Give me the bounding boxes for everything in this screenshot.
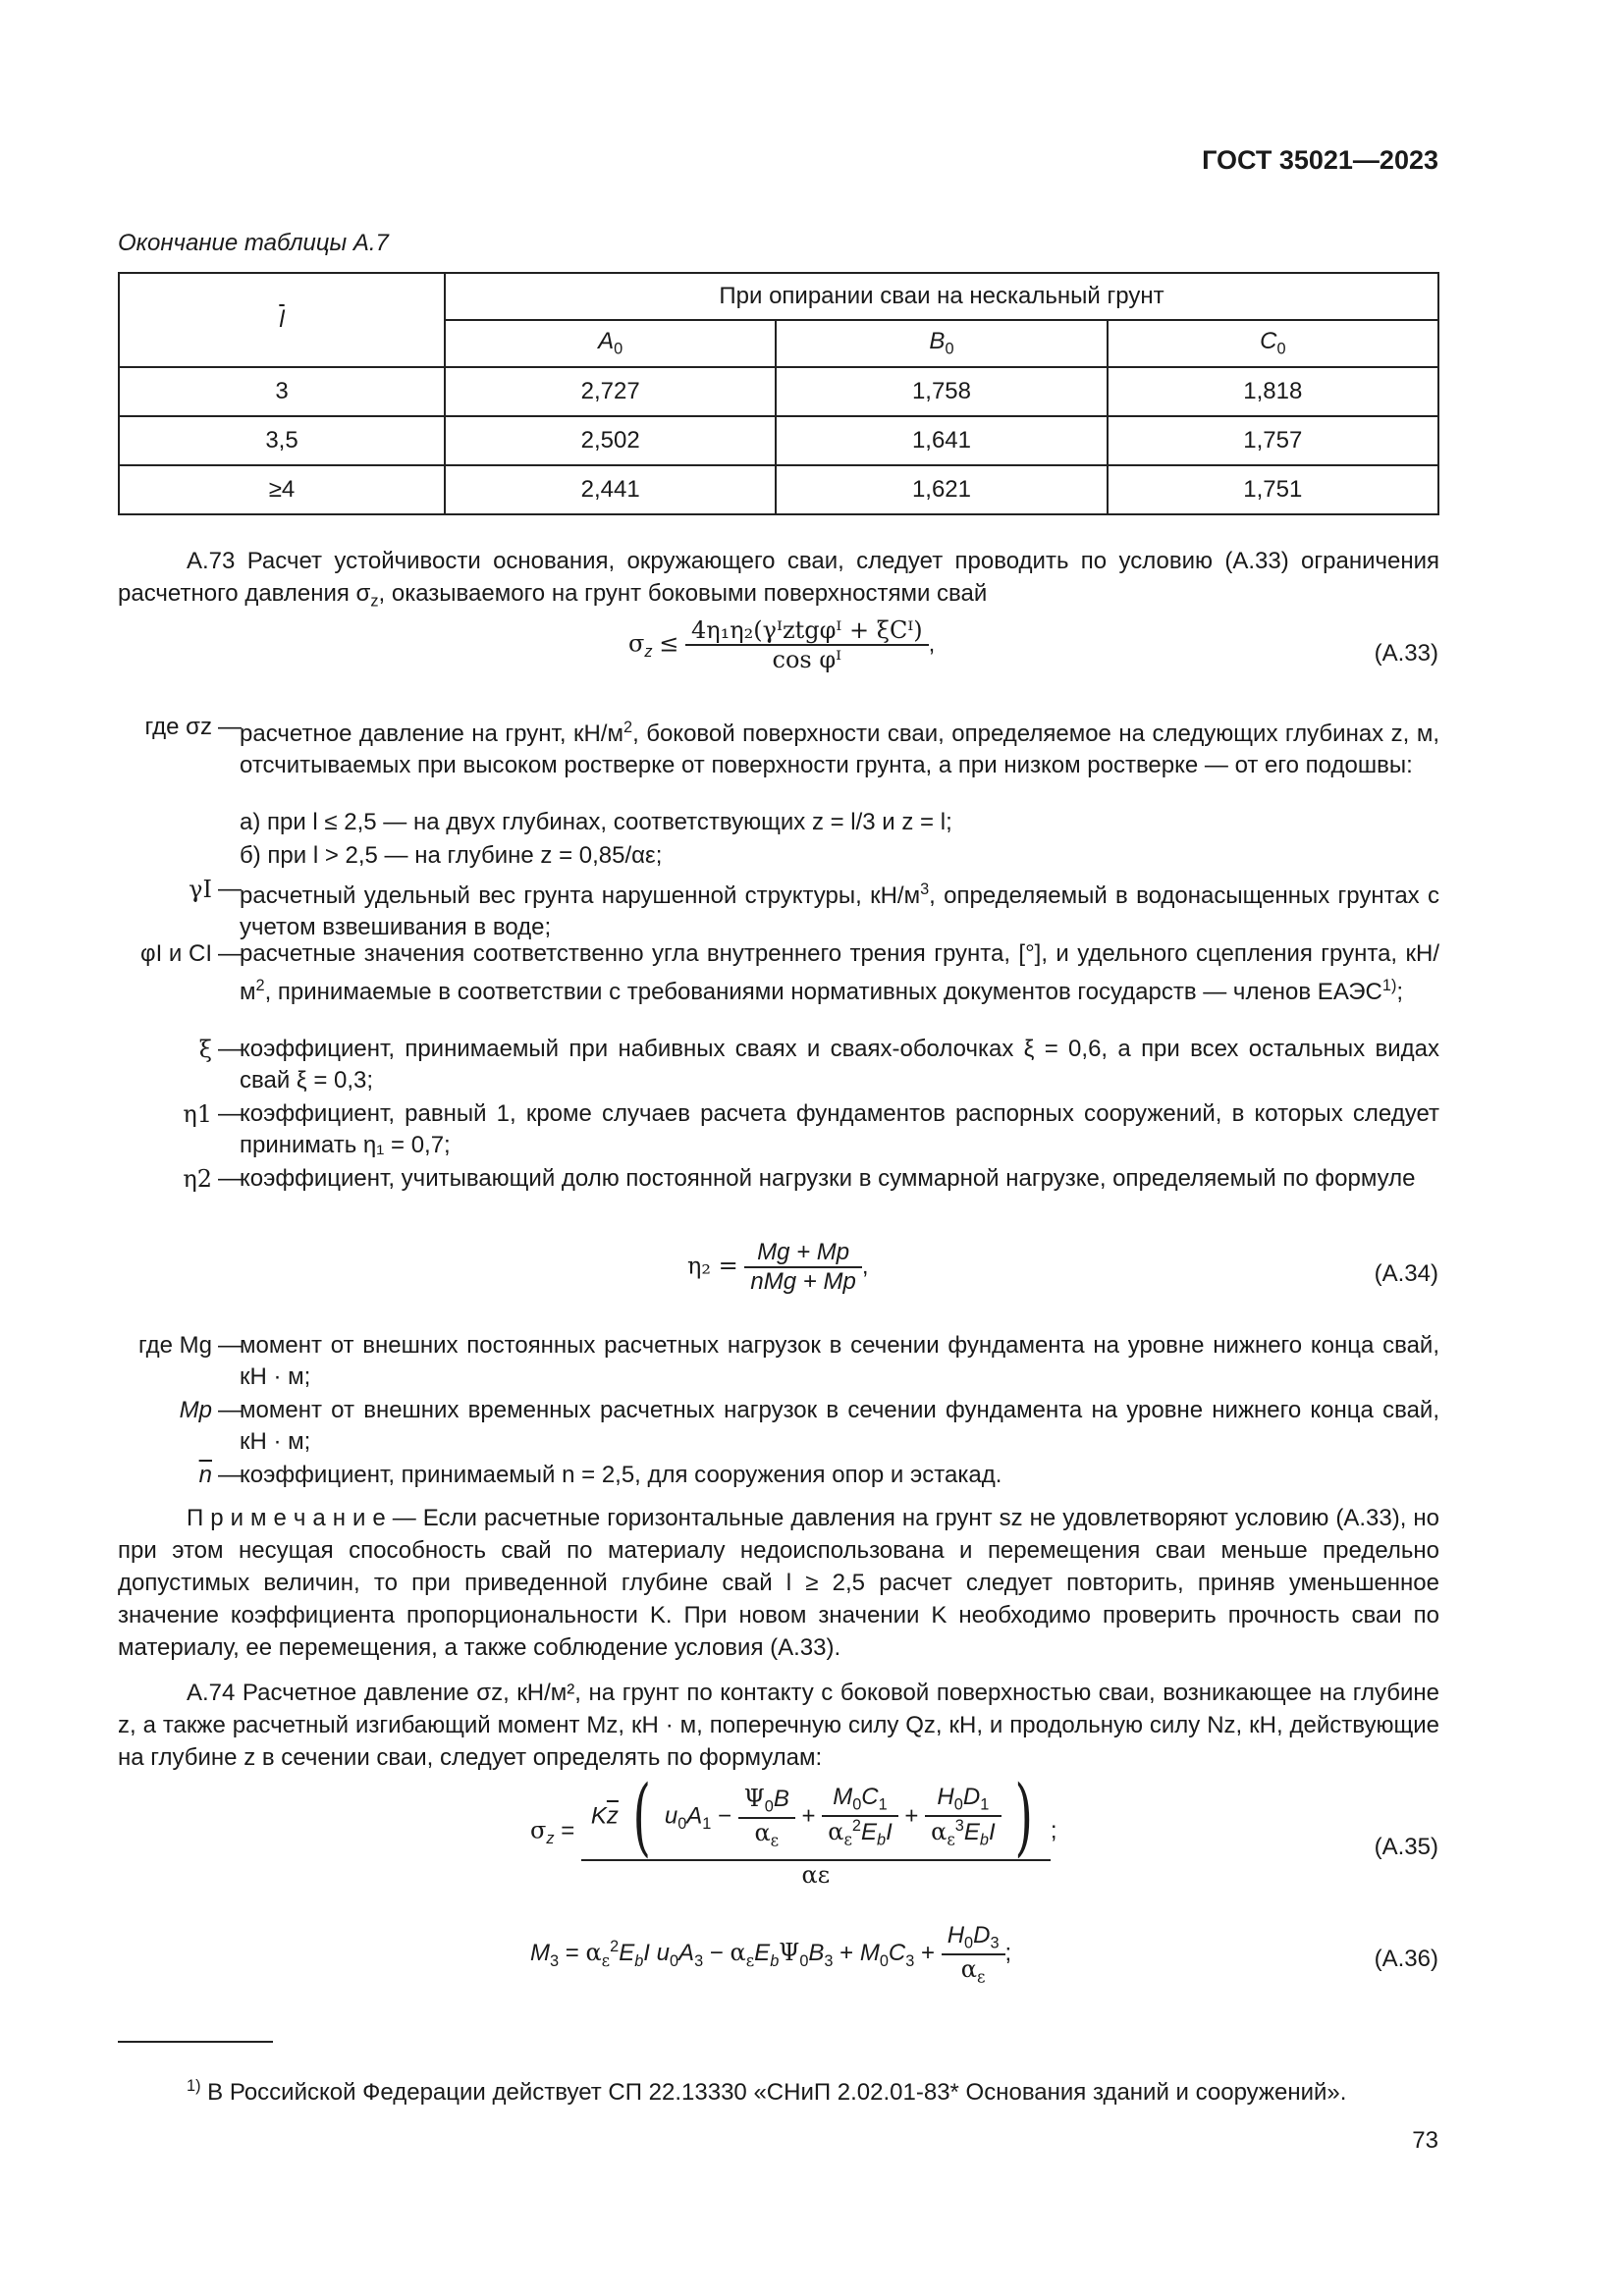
note-paragraph: П р и м е ч а н и е — Если расчетные горизонтальные давления на грунт sz не удовлетворяют условию (А.33), но при этом несущая способность свай по материалу недоиспользована и перемещения сваи меньше предельно допустимых величин, то при приведенной глубине свай l ≥ 2,5 расчет следует повторить, приняв уменьшенное значение коэффициента пропорциональности K. При новом значении K необходимо проверить прочность сваи по материалу, ее перемещения, а также соблюдение условия (А.33). (118, 1505, 1439, 1661)
table-caption: Окончание таблицы А.7 (118, 230, 389, 256)
formula-a35: $\sigma_z$ = $K\overline{z}$ ( $u_0A_1$ − $\frac{\Psi_0B}{\alpha_\varepsilon}$ + $\frac{M_0C_1}{\alpha_\varepsilon^2E_bI}$ + $\frac{H_0D_1}{\alpha_\varepsilon^3E_bI}$ ) αε ; (530, 1768, 1057, 1889)
table-row: 3 2,727 1,758 1,818 (119, 367, 1438, 416)
coefficients-table (118, 272, 1439, 515)
condition-a: а) при l ≤ 2,5 — на двух глубинах, соответствующих z = l/3 и z = l; (240, 809, 952, 835)
definition-xi: ξ — коэффициент, принимаемый при набивных сваях и сваях-оболочках ξ = 0,6, а при всех остальных видах свай ξ = 0,3; (198, 1036, 1439, 1094)
formula-a33: $\sigma_z$ ≤ $\frac{\text{4η₁η₂(γᴵztgφᴵ + ξCᴵ)}}{\text{cos φᴵ}}$ , (628, 616, 936, 673)
table-header-a0: $A_0$ (445, 320, 776, 367)
paragraph-a73: А.73 Расчет устойчивости основания, окружающего сваи, следует проводить по условию (А.33) ограничения расчетного давления $\sigma_z$, оказываемого на грунт боковыми поверхностями свай (118, 548, 1439, 611)
definition-n: $\overline{n}$ — коэффициент, принимаемый n = 2,5, для сооружения опор и эстакад. (198, 1462, 1002, 1488)
equation-number-a35: (А.35) (1374, 1834, 1438, 1860)
paragraph-a74: А.74 Расчетное давление σz, кН/м², на грунт по контакту с боковой поверхностью сваи, возникающее на глубине z, а также расчетный изгибающий момент Mz, кН · м, поперечную силу Qz, кН, и продольную силу Nz, кН, действующие на глубине z в сечении сваи, следует определять по формулам: (118, 1680, 1439, 1771)
definition-eta2: η2 — коэффициент, учитывающий долю постоянной нагрузки в суммарной нагрузке, определяемый по формуле (183, 1165, 1416, 1193)
definition-mp: Mp — момент от внешних временных расчетных нагрузок в сечении фундамента на уровне нижнего конца свай, кН · м; (179, 1397, 1439, 1455)
definition-mg: где Mg — момент от внешних постоянных расчетных нагрузок в сечении фундамента на уровне нижнего конца свай, кН · м; (137, 1332, 1439, 1390)
table-header-l: $\overline{l}$ (119, 273, 445, 367)
condition-b: б) при l > 2,5 — на глубине z = 0,85/αε; (240, 842, 663, 869)
formula-a36: $M_3 = \alpha_\varepsilon^2E_bI$ $u_0A_3 - \alpha_\varepsilon E_b\Psi_0B_3 + M_0C_3$ + $\frac{H_0D_3}{\alpha_\varepsilon}$ ; (530, 1922, 1012, 1987)
table-group-header: При опирании сваи на нескальный грунт (445, 273, 1438, 320)
table-row: 3,5 2,502 1,641 1,757 (119, 416, 1438, 465)
definition-sigma: где σz — расчетное давление на грунт, $кН/м^2$, боковой поверхности сваи, определяемое на следующих глубинах z, м, отсчитываемых при высоком ростверке от поверхности грунта, а при низком ростверке — от его подошвы: (144, 714, 1439, 778)
equation-number-a33: (А.33) (1374, 640, 1438, 667)
footnote-divider (118, 2041, 273, 2043)
page-number: 73 (1412, 2127, 1438, 2154)
equation-number-a36: (А.36) (1374, 1946, 1438, 1972)
table-header-b0: $B_0$ (776, 320, 1107, 367)
document-header: ГОСТ 35021—2023 (1202, 145, 1438, 175)
definition-gamma: γI — расчетный удельный вес грунта нарушенной структуры, $кН/м^3$, определяемый в водонасыщенных грунтах с учетом взвешивания в воде; (189, 876, 1439, 940)
table-row: ≥4 2,441 1,621 1,751 (119, 465, 1438, 514)
equation-number-a34: (А.34) (1374, 1260, 1438, 1287)
table-header-c0: $C_0$ (1108, 320, 1438, 367)
footnote: $^{1)}$ В Российской Федерации действует СП 22.13330 «СНиП 2.02.01-83* Основания зданий и сооружений». (187, 2077, 1347, 2106)
definition-phi: φI и CI — расчетные значения соответственно угла внутреннего трения грунта, [°], и удельного сцепления грунта, $кН/м^2$, принимаемые в соответствии с требованиями нормативных документов государств — членов ЕАЭС$^{1)}$; (140, 940, 1439, 1005)
definition-eta1: η1 — коэффициент, равный 1, кроме случаев расчета фундаментов распорных сооружений, в которых следует принимать η₁ = 0,7; (183, 1100, 1439, 1158)
formula-a34: η₂ = $\frac{Mg + Mp}{\text{nMg + Mp}}$ , (687, 1239, 869, 1295)
